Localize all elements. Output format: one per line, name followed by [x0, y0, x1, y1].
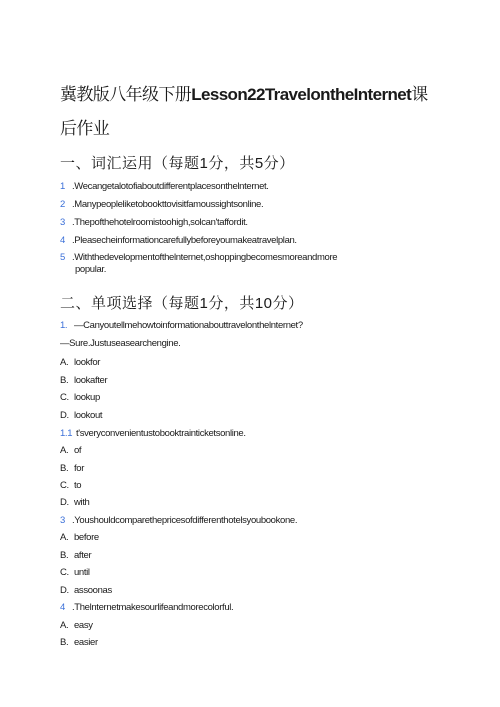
title-line2: 后作业 [60, 119, 110, 138]
q4-option-b: B. easier [60, 637, 98, 648]
page-title [60, 78, 440, 146]
title-suffix: 课 [411, 85, 428, 104]
title-lesson: Lesson22TravelontheInternet [191, 85, 412, 104]
q2-option-a: A. of [60, 445, 82, 456]
q1-option-d: D. lookout [60, 410, 103, 421]
vocab-item-1: 1 .Wecangetalotofiaboutdifferentplacesonthelnternet. [60, 181, 269, 192]
section1-heading: 一、词汇运用（每题1分，共5分） [60, 155, 295, 172]
vocab-item-5: 5 .Withthedevelopmentofthelnternet,oshoppingbecomesmoreandmore [60, 252, 338, 263]
question-4: 4 .Thelnternetmakesourlifeandmorecolorful. [60, 602, 234, 613]
vocab-item-4: 4 .Pleasecheinformationcarefullybeforeyoumakeatravelplan. [60, 235, 297, 246]
q1-option-b: B. lookafter [60, 375, 108, 386]
vocab-item-2: 2 .Manypeopleliketobookttovisitfamoussightsonline. [60, 199, 264, 210]
question-2: 1.1 t'sveryconvenientustobooktrainticketsonline. [60, 428, 246, 439]
vocab-item-5-continuation: popular. [75, 264, 107, 275]
question-1-response: —Sure.Justuseasearchengine. [60, 338, 181, 349]
q1-option-c: C. lookup [60, 392, 100, 403]
q2-option-b: B. for [60, 463, 85, 474]
question-1: 1. —Canyoutellmehowtoinformationabouttravelonthelnternet? [60, 320, 303, 331]
q4-option-a: A. easy [60, 620, 93, 631]
q1-option-a: A. lookfor [60, 357, 101, 368]
q3-option-b: B. after [60, 550, 92, 561]
title-prefix: 冀教版八年级下册 [60, 85, 192, 104]
q3-option-d: D. assoonas [60, 585, 112, 596]
vocab-item-3: 3 .Thepofthehotelroomistoohigh,solcan'taffordit. [60, 217, 248, 228]
q2-option-d: D. with [60, 497, 90, 508]
q2-option-c: C. to [60, 480, 82, 491]
question-3: 3 .Youshouldcomparethepricesofdifferenthotelsyoubookone. [60, 515, 298, 526]
q3-option-c: C. until [60, 567, 90, 578]
section2-heading: 二、单项选择（每题1分，共10分） [60, 295, 304, 312]
q3-option-a: A. before [60, 532, 99, 543]
